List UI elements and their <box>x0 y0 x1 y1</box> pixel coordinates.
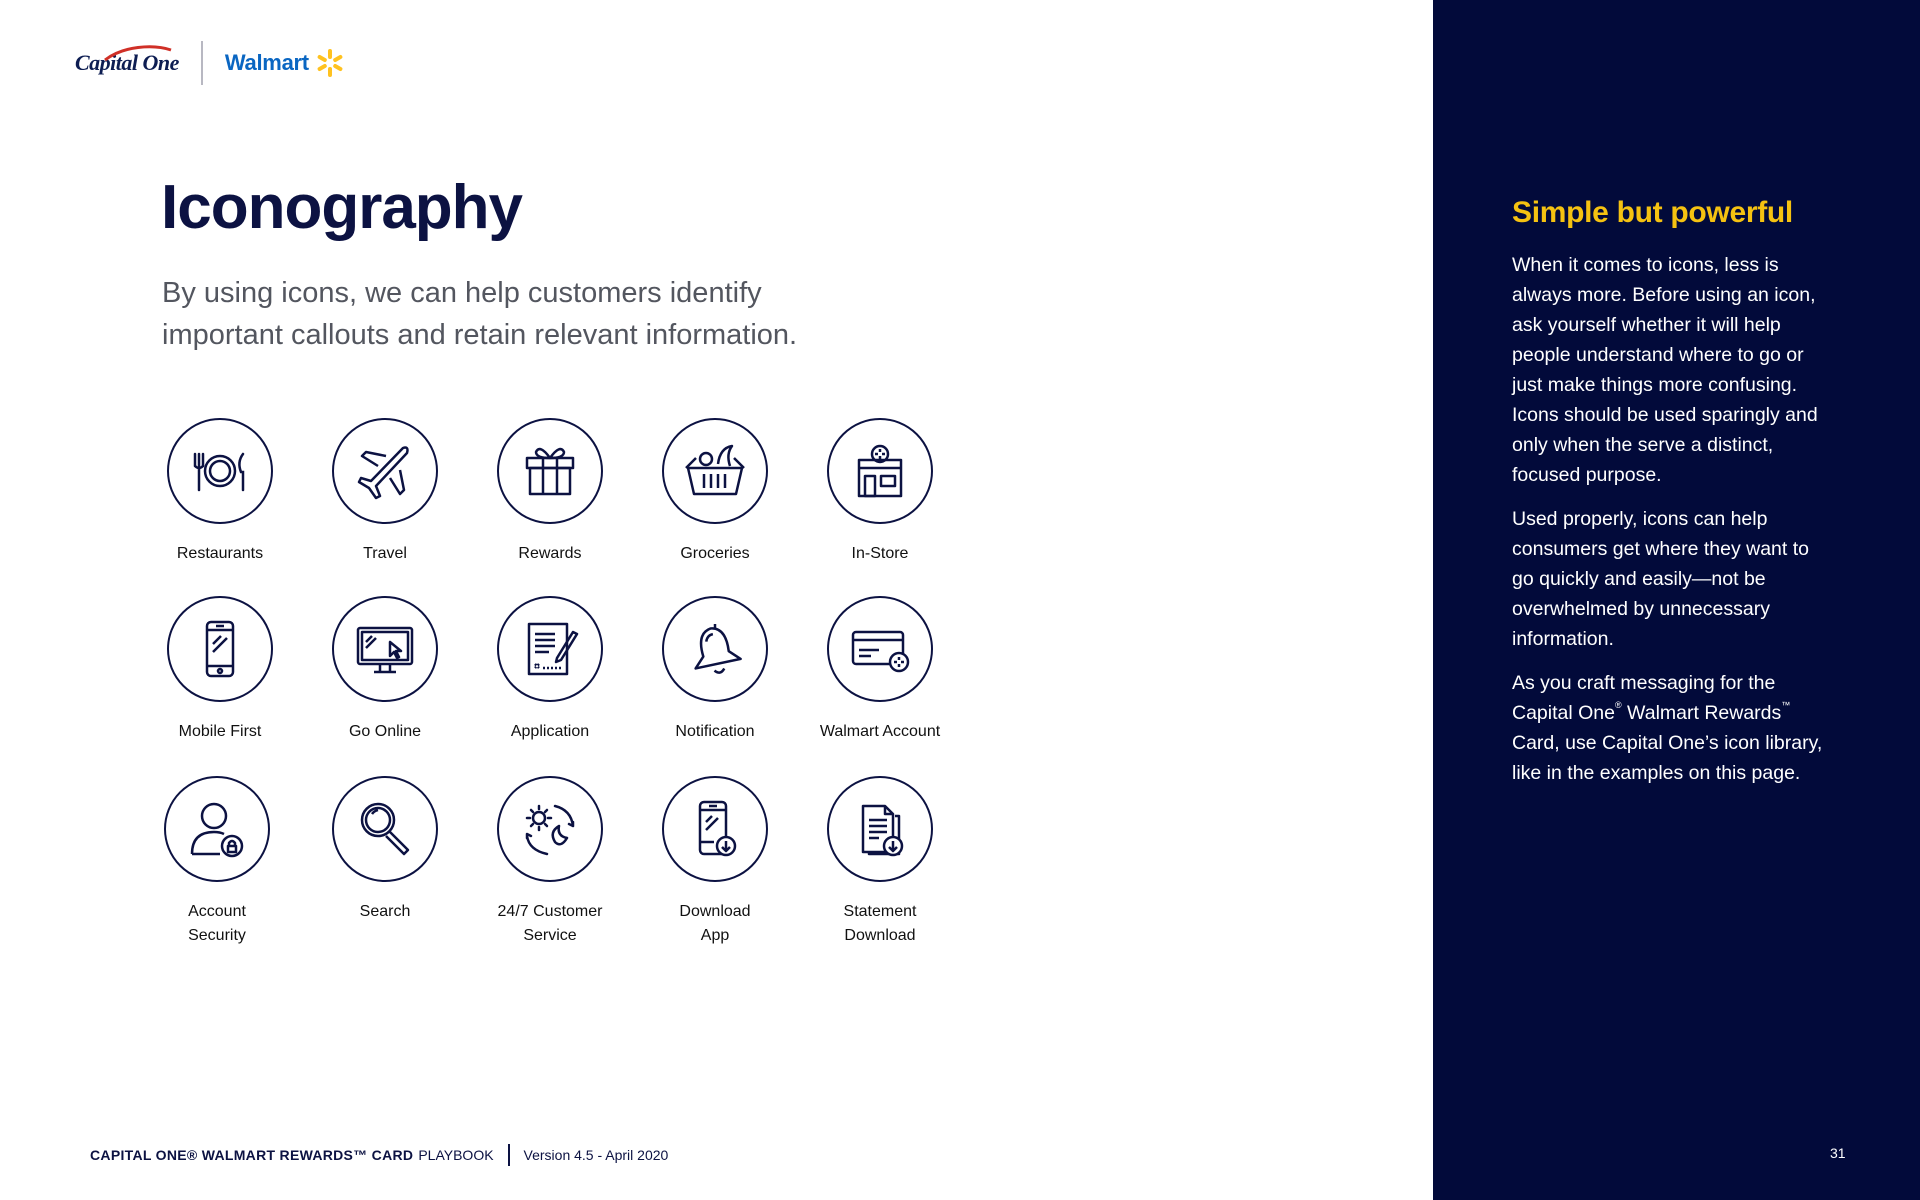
sidebar-paragraph-2: Used properly, icons can help consumers get where they want to go quickly and easily—not be overwhelmed by unnecessary information. <box>1512 508 1809 650</box>
icon-item-customer-service <box>475 776 625 948</box>
application-form-icon <box>513 612 587 686</box>
user-lock-icon <box>180 792 254 866</box>
capital-one-logo: Capital One <box>75 50 179 76</box>
capital-one-swoosh-icon <box>103 44 173 62</box>
airplane-icon <box>348 434 422 508</box>
credit-card-icon <box>843 612 917 686</box>
icon-item-travel <box>310 418 460 566</box>
icon-label: Groceries <box>680 545 750 562</box>
icon-label: Download App <box>679 903 751 944</box>
gift-icon <box>513 434 587 508</box>
footer-divider <box>508 1144 510 1166</box>
icon-item-notification <box>640 596 790 744</box>
icon-label: In-Store <box>851 545 909 562</box>
icon-item-walmart-account <box>805 596 955 744</box>
page-number: 31 <box>1830 1145 1846 1161</box>
footer-brand-rest: PLAYBOOK <box>418 1147 494 1163</box>
day-night-cycle-icon <box>513 792 587 866</box>
walmart-logo: Walmart <box>225 48 345 78</box>
store-icon <box>843 434 917 508</box>
sidebar-body <box>1512 250 1832 802</box>
icon-item-application <box>475 596 625 744</box>
icon-label: Search <box>359 903 411 920</box>
page-title: Iconography <box>161 173 523 242</box>
document-download-icon <box>843 792 917 866</box>
sidebar-heading: Simple but powerful <box>1512 196 1793 229</box>
icon-item-restaurants <box>145 418 295 566</box>
icon-label: Notification <box>675 723 755 740</box>
phone-download-icon <box>678 792 752 866</box>
walmart-spark-icon <box>315 48 345 78</box>
icon-item-in-store <box>805 418 955 566</box>
icon-item-account-security <box>142 776 292 948</box>
smartphone-icon <box>183 612 257 686</box>
footer-version: Version 4.5 - April 2020 <box>523 1147 669 1163</box>
icon-label: Mobile First <box>178 723 262 740</box>
icon-label: Walmart Account <box>819 723 941 740</box>
magnifier-icon <box>348 792 422 866</box>
icon-item-download-app <box>640 776 790 948</box>
bell-icon <box>678 612 752 686</box>
restaurant-icon <box>183 434 257 508</box>
footer <box>90 1144 668 1166</box>
sidebar-paragraph-3: As you craft messaging for the Capital One® Walmart Rewards™ Card, use Capital One’s icon library, like in the examples on this page. <box>1512 672 1823 784</box>
icon-label: Account Security <box>188 903 246 944</box>
icon-label: Go Online <box>348 723 422 740</box>
icon-label: Restaurants <box>176 545 264 562</box>
icon-item-search <box>310 776 460 924</box>
icon-item-rewards <box>475 418 625 566</box>
brand-logos <box>75 38 345 88</box>
icon-label: Application <box>510 723 590 740</box>
monitor-icon <box>348 612 422 686</box>
grocery-basket-icon <box>678 434 752 508</box>
sidebar-paragraph-1: When it comes to icons, less is always more. Before using an icon, ask yourself whether it will help people understand where to go or just make things more confusing. Icons should be used sparingly and only when the serve a distinct, focused purpose. <box>1512 254 1818 486</box>
logo-divider <box>201 41 203 85</box>
icon-label: Travel <box>363 545 407 562</box>
icon-label: 24/7 Customer Service <box>497 903 603 944</box>
page-subtitle: By using icons, we can help customers identify important callouts and retain relevant information. <box>162 277 798 351</box>
icon-item-go-online <box>310 596 460 744</box>
icon-item-groceries <box>640 418 790 566</box>
icon-item-statement-download <box>805 776 955 948</box>
footer-brand: CAPITAL ONE® WALMART REWARDS™ CARD <box>90 1147 414 1163</box>
icon-item-mobile-first <box>145 596 295 744</box>
icon-label: Rewards <box>518 545 582 562</box>
icon-label: Statement Download <box>843 903 917 944</box>
